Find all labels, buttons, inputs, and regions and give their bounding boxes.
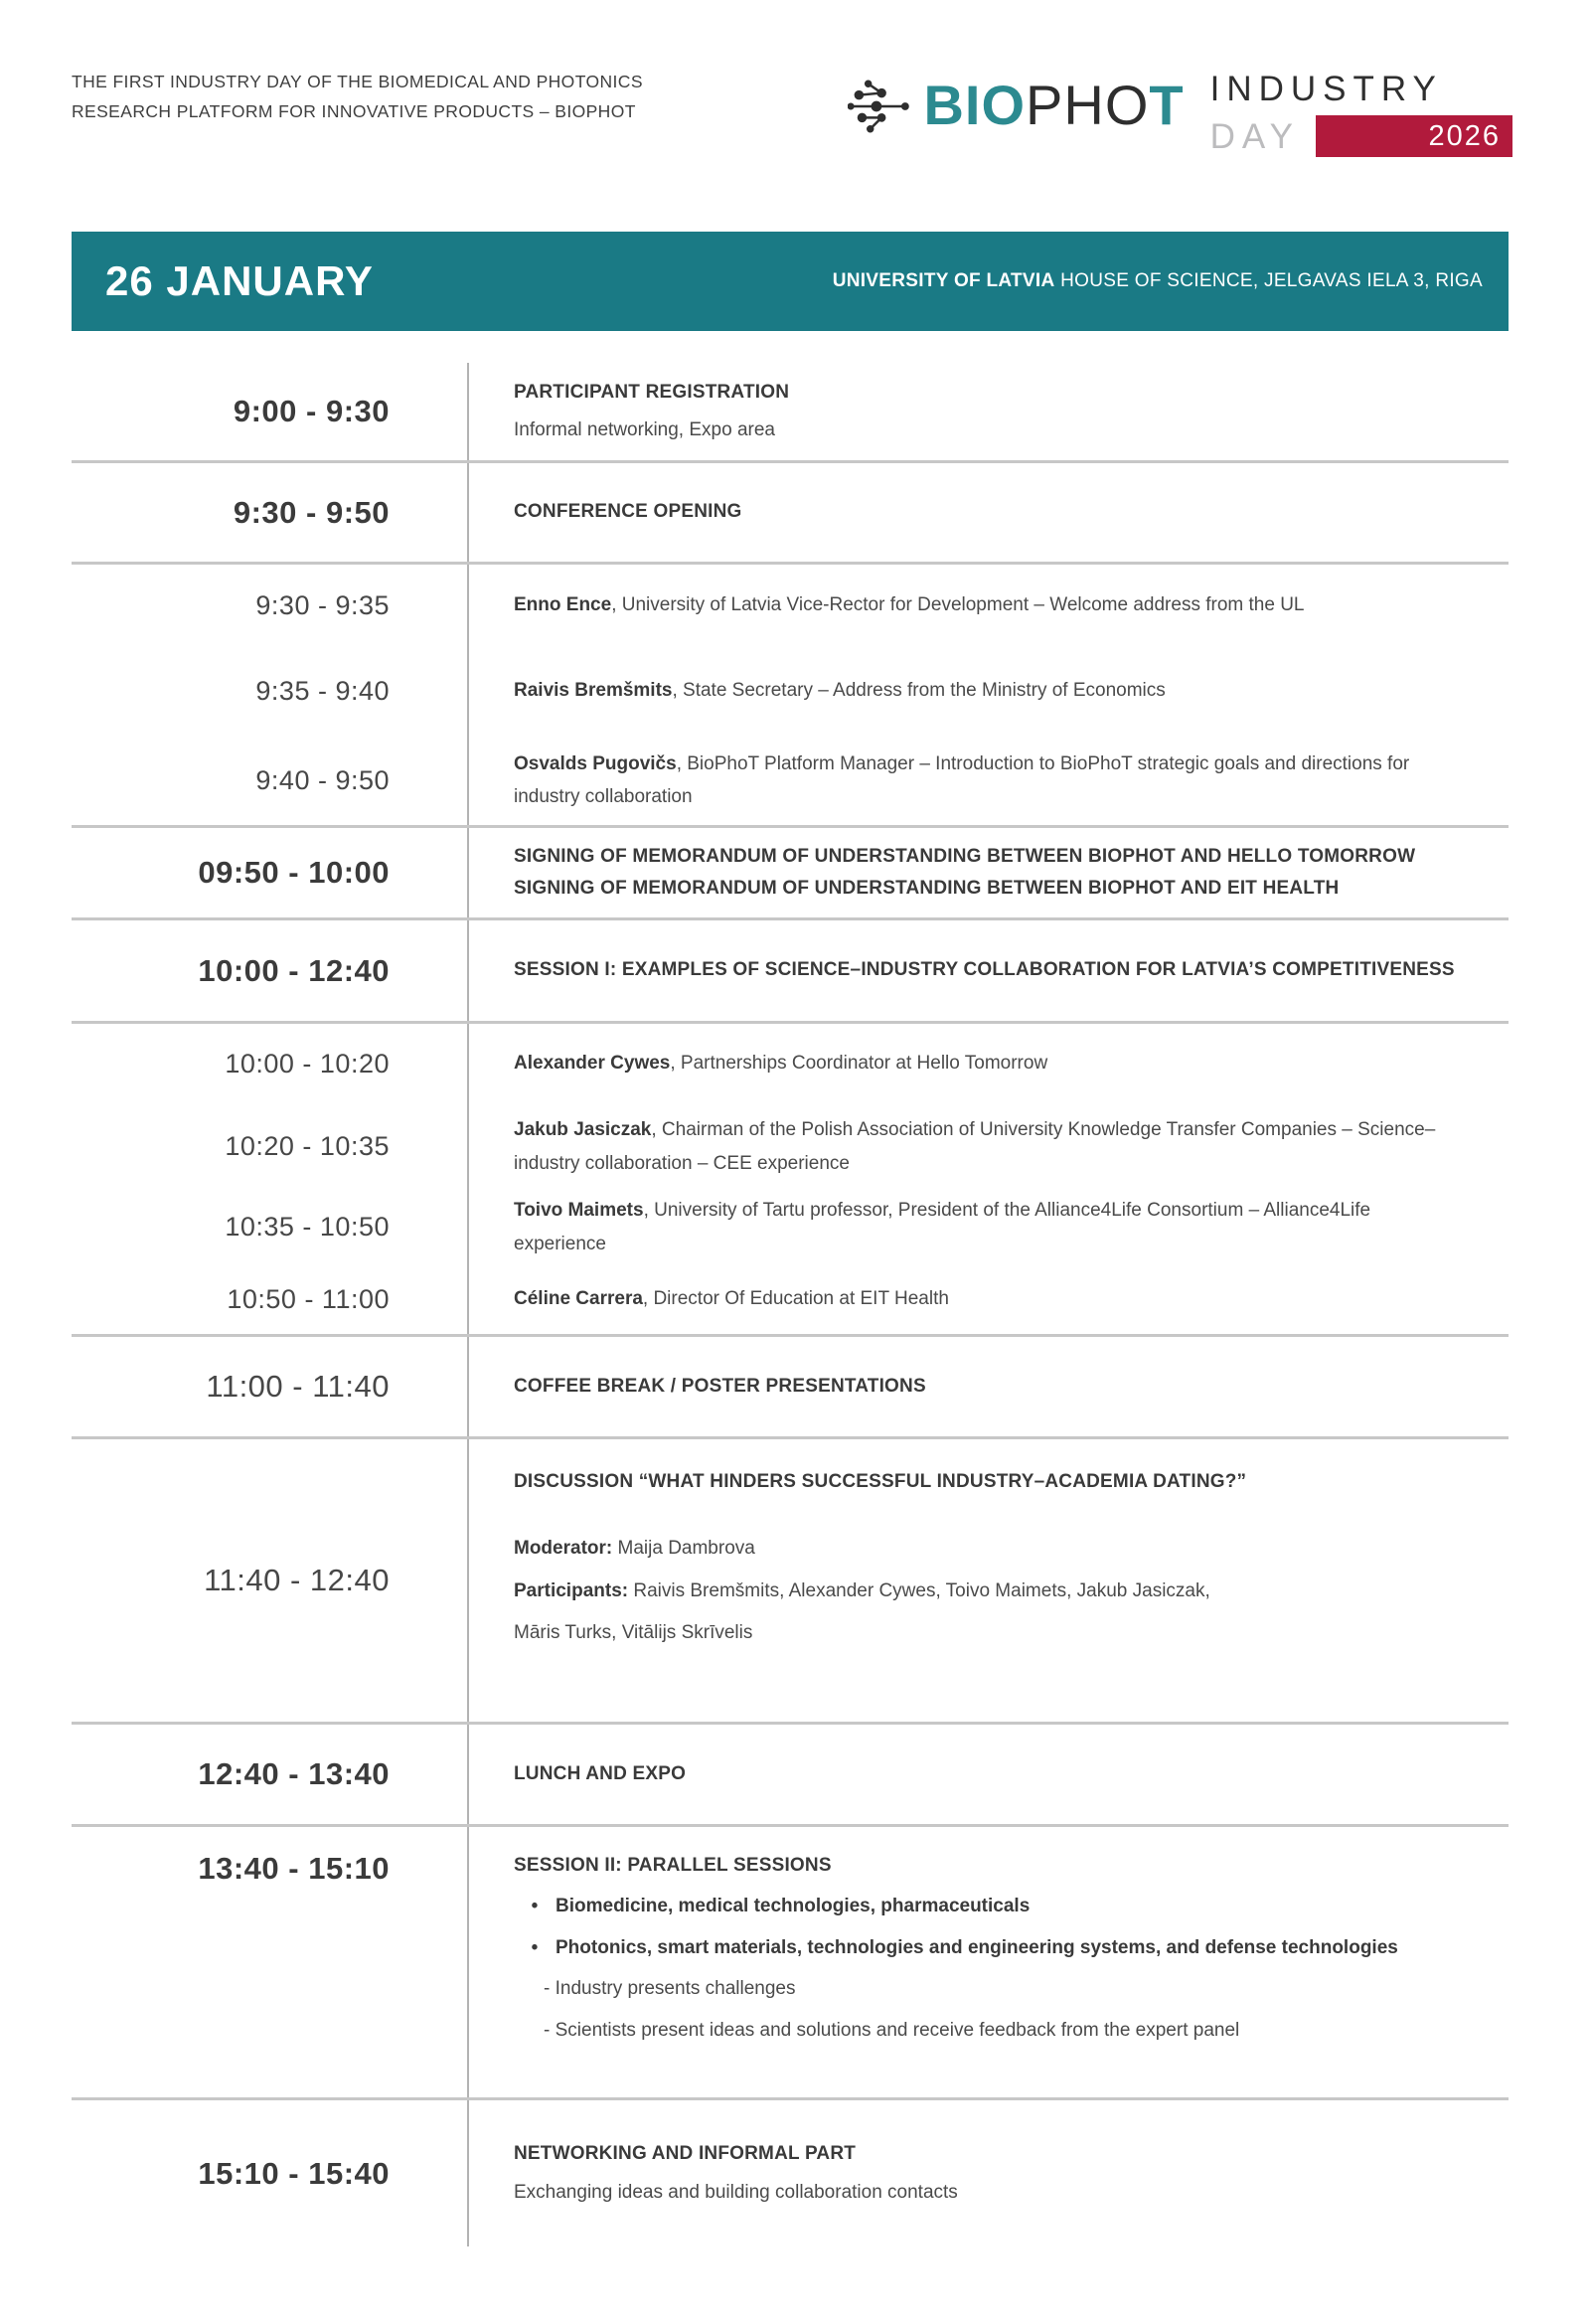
speaker-line: Enno Ence, University of Latvia Vice-Rector for Development – Welcome address from the UL: [514, 594, 1305, 616]
schedule-row: [72, 1827, 1509, 2097]
wordmark-t: T: [1149, 74, 1185, 136]
speaker-name: Osvalds Pugovičs: [514, 752, 677, 774]
meta-label: Moderator:: [514, 1538, 613, 1560]
tagline-line-1: THE FIRST INDUSTRY DAY OF THE BIOMEDICAL AND PHOTONICS: [72, 72, 643, 91]
time-range: 9:35 - 9:40: [255, 675, 390, 706]
event-details: [467, 1190, 1509, 1264]
speaker-name: Raivis Bremšmits: [514, 680, 673, 702]
venue-name: UNIVERSITY OF LATVIA: [832, 270, 1055, 291]
time-range: 15:10 - 15:40: [198, 2155, 390, 2191]
industry-day-lockup: [1210, 72, 1512, 157]
time-range: 9:30 - 9:50: [233, 494, 390, 530]
speaker-name: Enno Ence: [514, 594, 612, 616]
year-badge: [1316, 115, 1512, 157]
event-details: [467, 1264, 1509, 1334]
schedule-row: [72, 2100, 1509, 2246]
event-details: [467, 1439, 1509, 1722]
event-title: SIGNING OF MEMORANDUM OF UNDERSTANDING BETWEEN BIOPHOT AND HELLO TOMORROW: [514, 845, 1416, 867]
meta-line: Moderator: Maija Dambrova: [514, 1538, 755, 1560]
time-range: 11:40 - 12:40: [204, 1563, 390, 1597]
event-details: [467, 1725, 1509, 1824]
event-title: LUNCH AND EXPO: [514, 1762, 687, 1784]
speaker-name: Jakub Jasiczak: [514, 1119, 652, 1141]
speaker-line: Jakub Jasiczak, Chairman of the Polish Association of University Knowledge Transfer Companies – Science–industry collaboration – CEE experience: [514, 1119, 1436, 1174]
bullet-item: [514, 1933, 1459, 1963]
schedule-row: [72, 1337, 1509, 1436]
schedule-row: [72, 1264, 1509, 1334]
participants-continued: Māris Turks, Vitālijs Skrīvelis: [514, 1621, 753, 1643]
event-title: SESSION II: PARALLEL SESSIONS: [514, 1855, 832, 1876]
speaker-line: Raivis Bremšmits, State Secretary – Address from the Ministry of Economics: [514, 680, 1166, 702]
event-details: [467, 2100, 1509, 2246]
bullet-item: [514, 1892, 1459, 1921]
sub-item: - Industry presents challenges: [544, 1978, 796, 2000]
time-range: 9:00 - 9:30: [233, 394, 390, 428]
speaker-line: Osvalds Pugovičs, BioPhoT Platform Manager – Introduction to BioPhoT strategic goals and directions for industry collaboration: [514, 752, 1410, 807]
event-details: [467, 828, 1509, 917]
time-range: 10:20 - 10:35: [225, 1131, 390, 1161]
speaker-name: Alexander Cywes: [514, 1053, 671, 1075]
event-title: CONFERENCE OPENING: [514, 501, 742, 523]
event-title: SESSION I: EXAMPLES OF SCIENCE–INDUSTRY COLLABORATION FOR LATVIA’S COMPETITIVENESS: [514, 959, 1455, 981]
schedule-row: [72, 646, 1509, 736]
schedule-row: [72, 736, 1509, 825]
year-label: 2026: [1428, 119, 1501, 152]
bullet-text: Photonics, smart materials, technologies and engineering systems, and defense technologies: [556, 1936, 1398, 1958]
event-details: [467, 565, 1509, 646]
event-details: [467, 1103, 1509, 1190]
event-title: DISCUSSION “WHAT HINDERS SUCCESSFUL INDUSTRY–ACADEMIA DATING?”: [514, 1471, 1247, 1492]
wordmark-pho: PHO: [1026, 74, 1150, 136]
event-title: SIGNING OF MEMORANDUM OF UNDERSTANDING BETWEEN BIOPHOT AND EIT HEALTH: [514, 878, 1340, 899]
wordmark-bio: BIO: [923, 74, 1027, 136]
event-details: [467, 363, 1509, 460]
day-label: DAY: [1209, 116, 1300, 156]
time-range: 10:35 - 10:50: [225, 1212, 390, 1242]
meta-label: Participants:: [514, 1579, 629, 1601]
schedule-table: [72, 363, 1509, 2246]
event-text: Informal networking, Expo area: [514, 419, 775, 440]
schedule-row: [72, 920, 1509, 1021]
bullet-marker: •: [531, 1936, 539, 1958]
event-text: Exchanging ideas and building collaboration contacts: [514, 2181, 958, 2203]
schedule-row: [72, 1725, 1509, 1824]
meta-line: Participants: Raivis Bremšmits, Alexander Cywes, Toivo Maimets, Jakub Jasiczak,: [514, 1579, 1210, 1601]
event-details: [467, 920, 1509, 1021]
schedule-row: [72, 1024, 1509, 1103]
event-details: [467, 646, 1509, 736]
time-range: 9:40 - 9:50: [255, 764, 390, 795]
event-title: NETWORKING AND INFORMAL PART: [514, 2143, 857, 2165]
schedule-row: [72, 463, 1509, 562]
schedule-row: [72, 828, 1509, 917]
time-range: 9:30 - 9:35: [255, 589, 390, 620]
event-title: COFFEE BREAK / POSTER PRESENTATIONS: [514, 1375, 926, 1397]
industry-label: INDUSTRY: [1209, 70, 1443, 108]
spacer: [514, 1497, 1459, 1523]
event-details: [467, 1337, 1509, 1436]
event-title: PARTICIPANT REGISTRATION: [514, 381, 790, 403]
time-range: 10:00 - 10:20: [225, 1048, 390, 1079]
event-tagline: [72, 68, 643, 232]
schedule-row: [72, 363, 1509, 460]
speaker-name: Céline Carrera: [514, 1288, 643, 1310]
bullet-text: Biomedicine, medical technologies, pharmaceuticals: [556, 1896, 1031, 1917]
speaker-line: Toivo Maimets, University of Tartu professor, President of the Alliance4Life Consortium – Alliance4Life experience: [514, 1200, 1371, 1254]
banner-date: 26 JANUARY: [105, 257, 374, 304]
bullet-marker: •: [531, 1896, 539, 1917]
time-range: 12:40 - 13:40: [198, 1756, 390, 1791]
speaker-line: Alexander Cywes, Partnerships Coordinator at Hello Tomorrow: [514, 1053, 1048, 1075]
speaker-name: Toivo Maimets: [514, 1200, 644, 1222]
day-year-row: [1210, 115, 1512, 157]
molecule-network-icon: [848, 76, 909, 137]
time-range: 13:40 - 15:10: [198, 1851, 390, 1886]
time-range: 09:50 - 10:00: [198, 855, 390, 890]
speaker-line: Céline Carrera, Director Of Education at EIT Health: [514, 1288, 949, 1310]
page-header: [72, 0, 1512, 232]
time-range: 11:00 - 11:40: [206, 1369, 390, 1404]
event-details: [467, 1827, 1509, 2097]
schedule-row: [72, 1103, 1509, 1190]
event-details: [467, 1024, 1509, 1103]
event-details: [467, 736, 1509, 825]
sub-item: - Scientists present ideas and solutions and receive feedback from the expert panel: [544, 2019, 1240, 2041]
biophot-logo: [848, 62, 1512, 232]
banner-venue: [833, 270, 1483, 292]
tagline-line-2: RESEARCH PLATFORM FOR INNOVATIVE PRODUCTS – BIOPHOT: [72, 100, 636, 121]
schedule-row: [72, 1439, 1509, 1722]
schedule-row: [72, 1190, 1509, 1264]
biophot-wordmark: [923, 74, 1185, 136]
venue-address: HOUSE OF SCIENCE, JELGAVAS IELA 3, RIGA: [1054, 270, 1483, 291]
event-details: [467, 463, 1509, 562]
schedule-row: [72, 565, 1509, 646]
date-banner: [72, 232, 1509, 331]
time-range: 10:00 - 12:40: [198, 952, 390, 988]
time-range: 10:50 - 11:00: [227, 1283, 390, 1314]
